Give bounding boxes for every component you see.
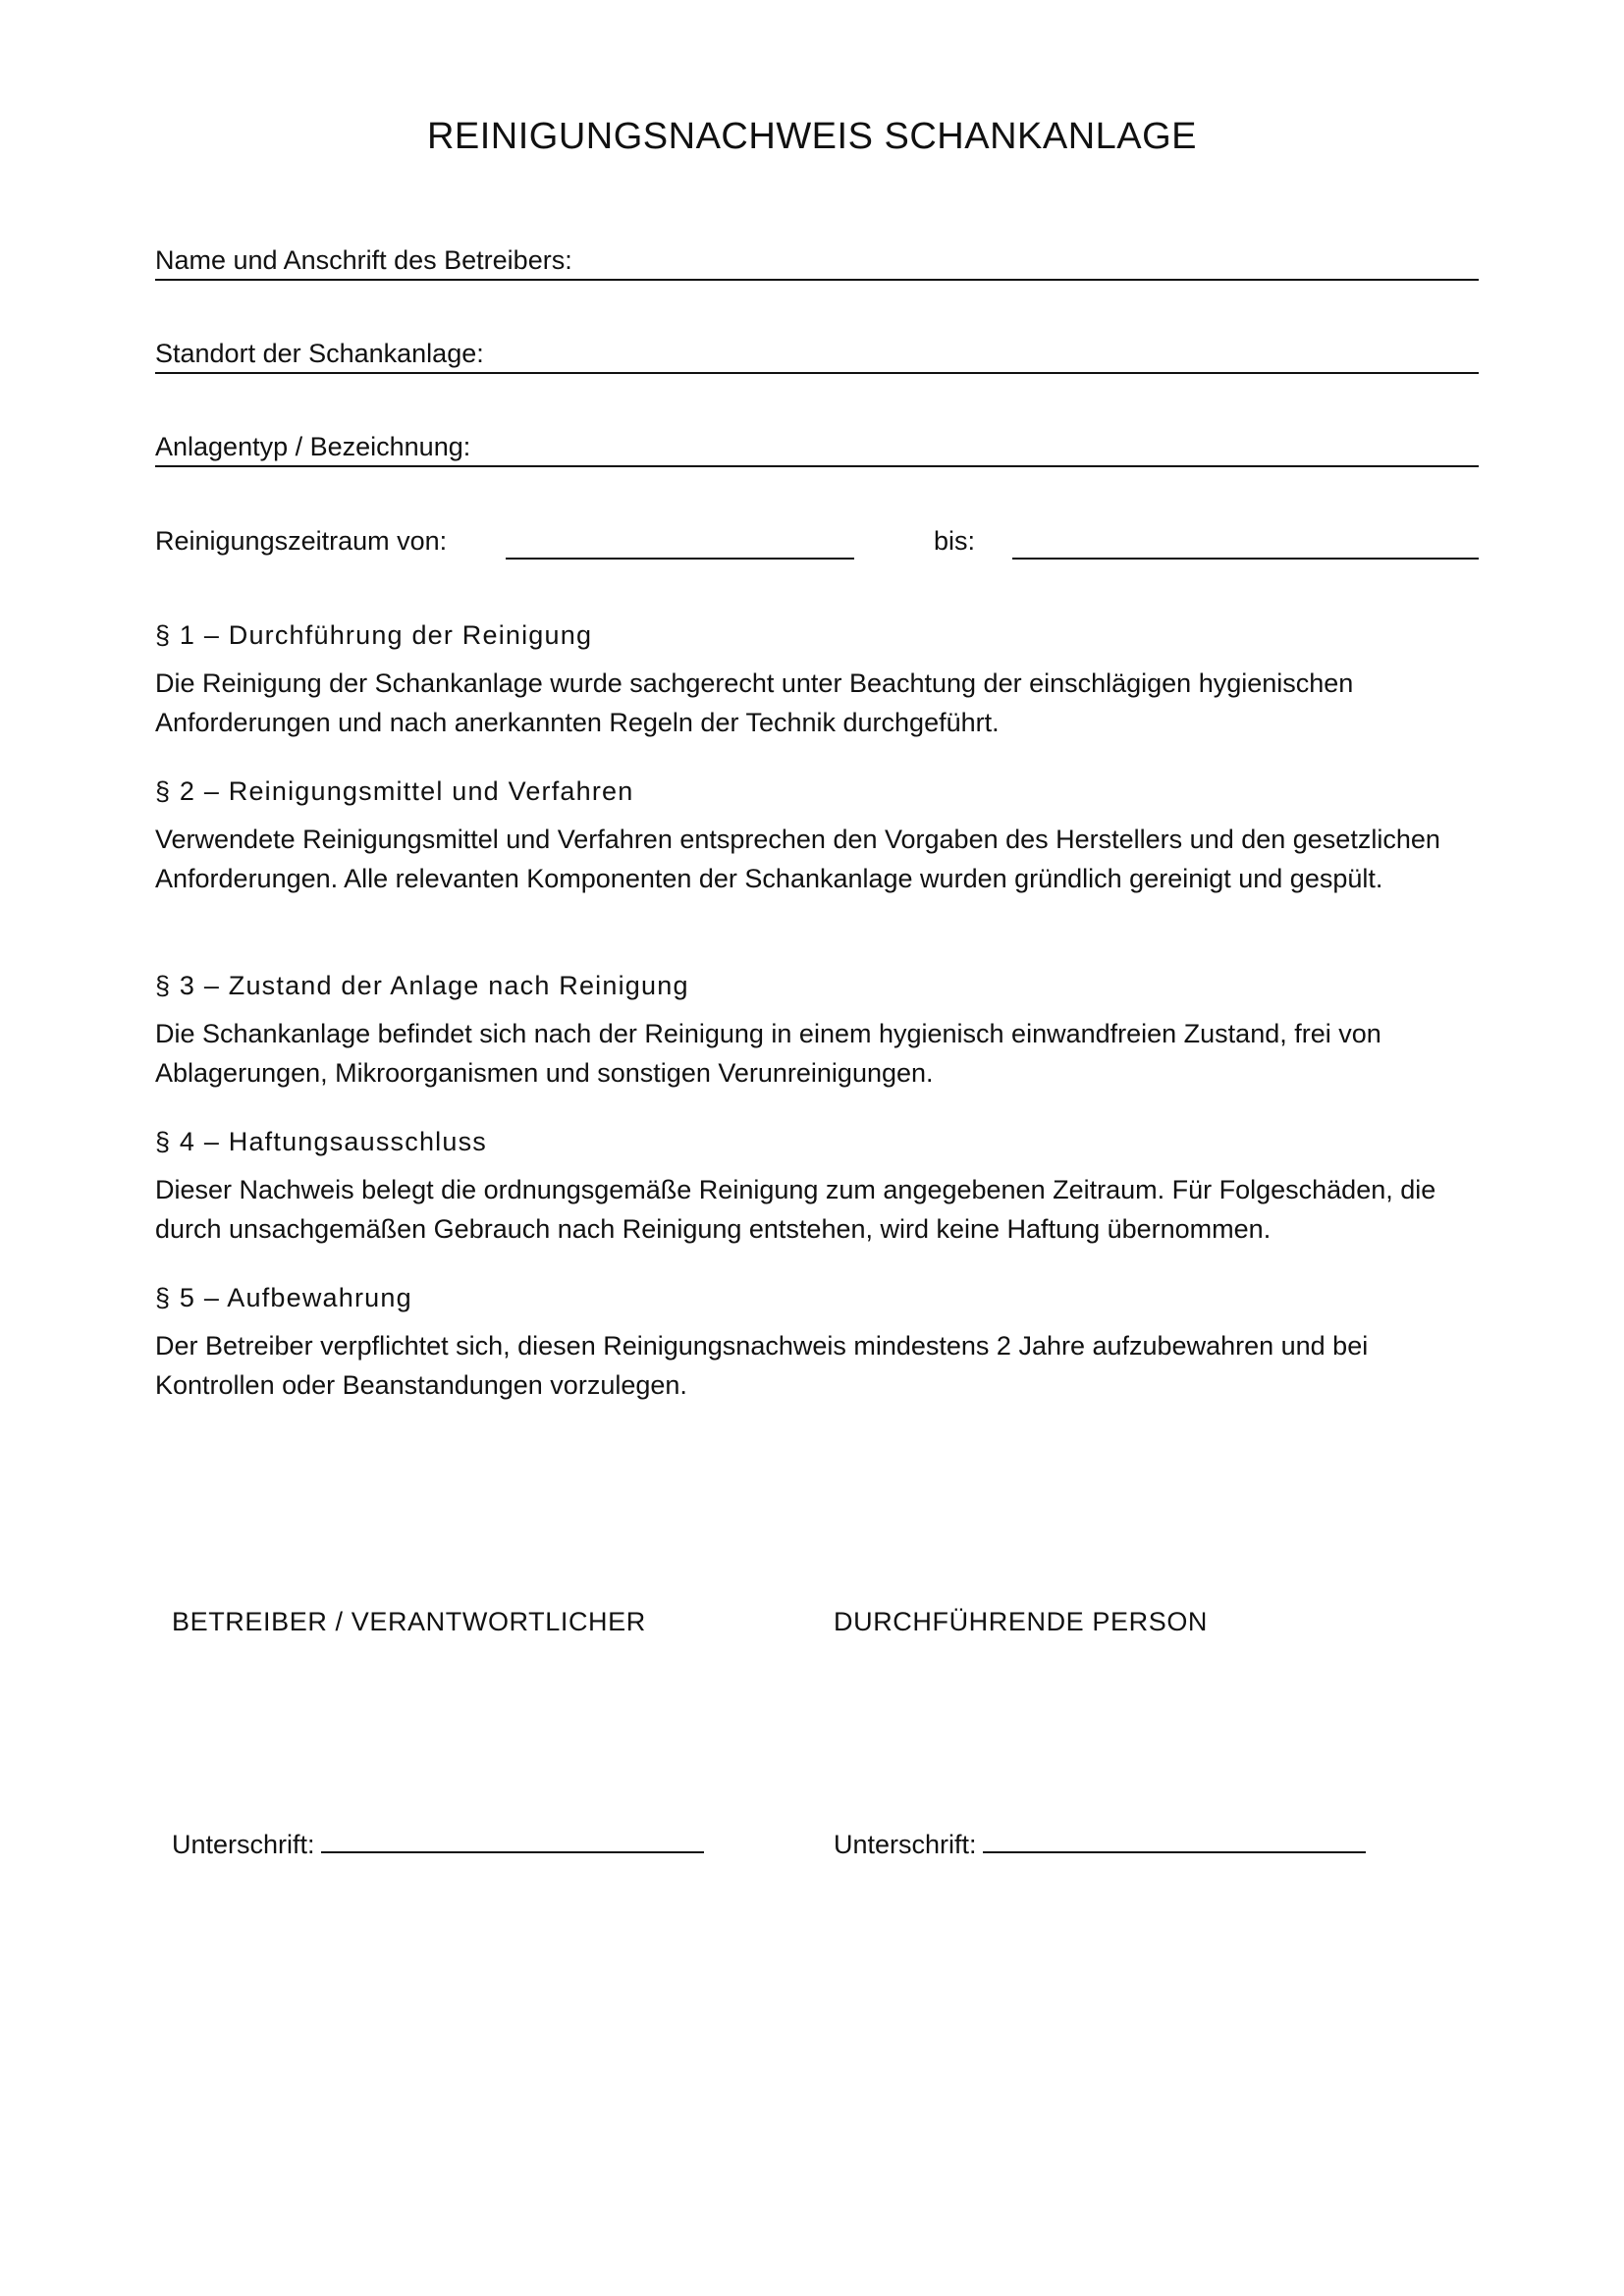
section-heading: § 4 – Haftungsausschluss	[155, 1127, 487, 1156]
section-heading: § 5 – Aufbewahrung	[155, 1283, 412, 1312]
period-to-label: bis:	[934, 526, 976, 556]
executor-role-heading: DURCHFÜHRENDE PERSON	[834, 1607, 1209, 1636]
section-2	[155, 774, 1479, 898]
section-3	[155, 969, 1479, 1093]
system-type-field-label: Anlagentyp / Bezeichnung:	[155, 432, 471, 461]
section-4	[155, 1125, 1479, 1249]
operator-signature-label: Unterschrift:	[172, 1830, 315, 1859]
location-field-label: Standort der Schankanlage:	[155, 339, 484, 368]
executor-signature-label: Unterschrift:	[834, 1830, 977, 1859]
section-heading: § 3 – Zustand der Anlage nach Reinigung	[155, 971, 689, 1000]
section-1	[155, 618, 1479, 742]
executor-signature-field[interactable]	[983, 1826, 1366, 1853]
document-title: REINIGUNGSNACHWEIS SCHANKANLAGE	[426, 116, 1198, 157]
cleaning-period-row	[155, 524, 1479, 563]
period-to-field[interactable]	[1012, 558, 1479, 560]
system-type-field[interactable]	[155, 430, 1479, 467]
operator-signature-field[interactable]	[321, 1826, 704, 1853]
operator-role-heading: BETREIBER / VERANTWORTLICHER	[172, 1607, 646, 1636]
period-from-label: Reinigungszeitraum von:	[155, 526, 448, 556]
section-heading: § 1 – Durchführung der Reinigung	[155, 620, 593, 650]
section-text: Dieser Nachweis belegt die ordnungsgemäße Reinigung zum angegebenen Zeitraum. Für Folgeschäden, die durch unsachgemäßen Gebrauch nach Reinigung entstehen, wird keine Haftung übernommen.	[155, 1175, 1436, 1244]
operator-signature	[172, 1826, 704, 1861]
period-from-field[interactable]	[506, 558, 854, 560]
section-heading: § 2 – Reinigungsmittel und Verfahren	[155, 776, 634, 806]
section-text: Die Reinigung der Schankanlage wurde sachgerecht unter Beachtung der einschlägigen hygienischen Anforderungen und nach anerkannten Regeln der Technik durchgeführt.	[155, 668, 1354, 737]
section-text: Der Betreiber verpflichtet sich, diesen Reinigungsnachweis mindestens 2 Jahre aufzubewahren und bei Kontrollen oder Beanstandungen vorzulegen.	[155, 1331, 1369, 1400]
section-5	[155, 1281, 1479, 1405]
executor-signature	[834, 1826, 1366, 1861]
operator-field-label: Name und Anschrift des Betreibers:	[155, 245, 572, 275]
section-text: Verwendete Reinigungsmittel und Verfahren entsprechen den Vorgaben des Herstellers und den gesetzlichen Anforderungen. Alle relevanten Komponenten der Schankanlage wurden gründlich gereinigt und gespült.	[155, 825, 1440, 893]
operator-field[interactable]	[155, 243, 1479, 281]
section-text: Die Schankanlage befindet sich nach der Reinigung in einem hygienisch einwandfreien Zustand, frei von Ablagerungen, Mikroorganismen und sonstigen Verunreinigungen.	[155, 1019, 1381, 1088]
location-field[interactable]	[155, 337, 1479, 374]
